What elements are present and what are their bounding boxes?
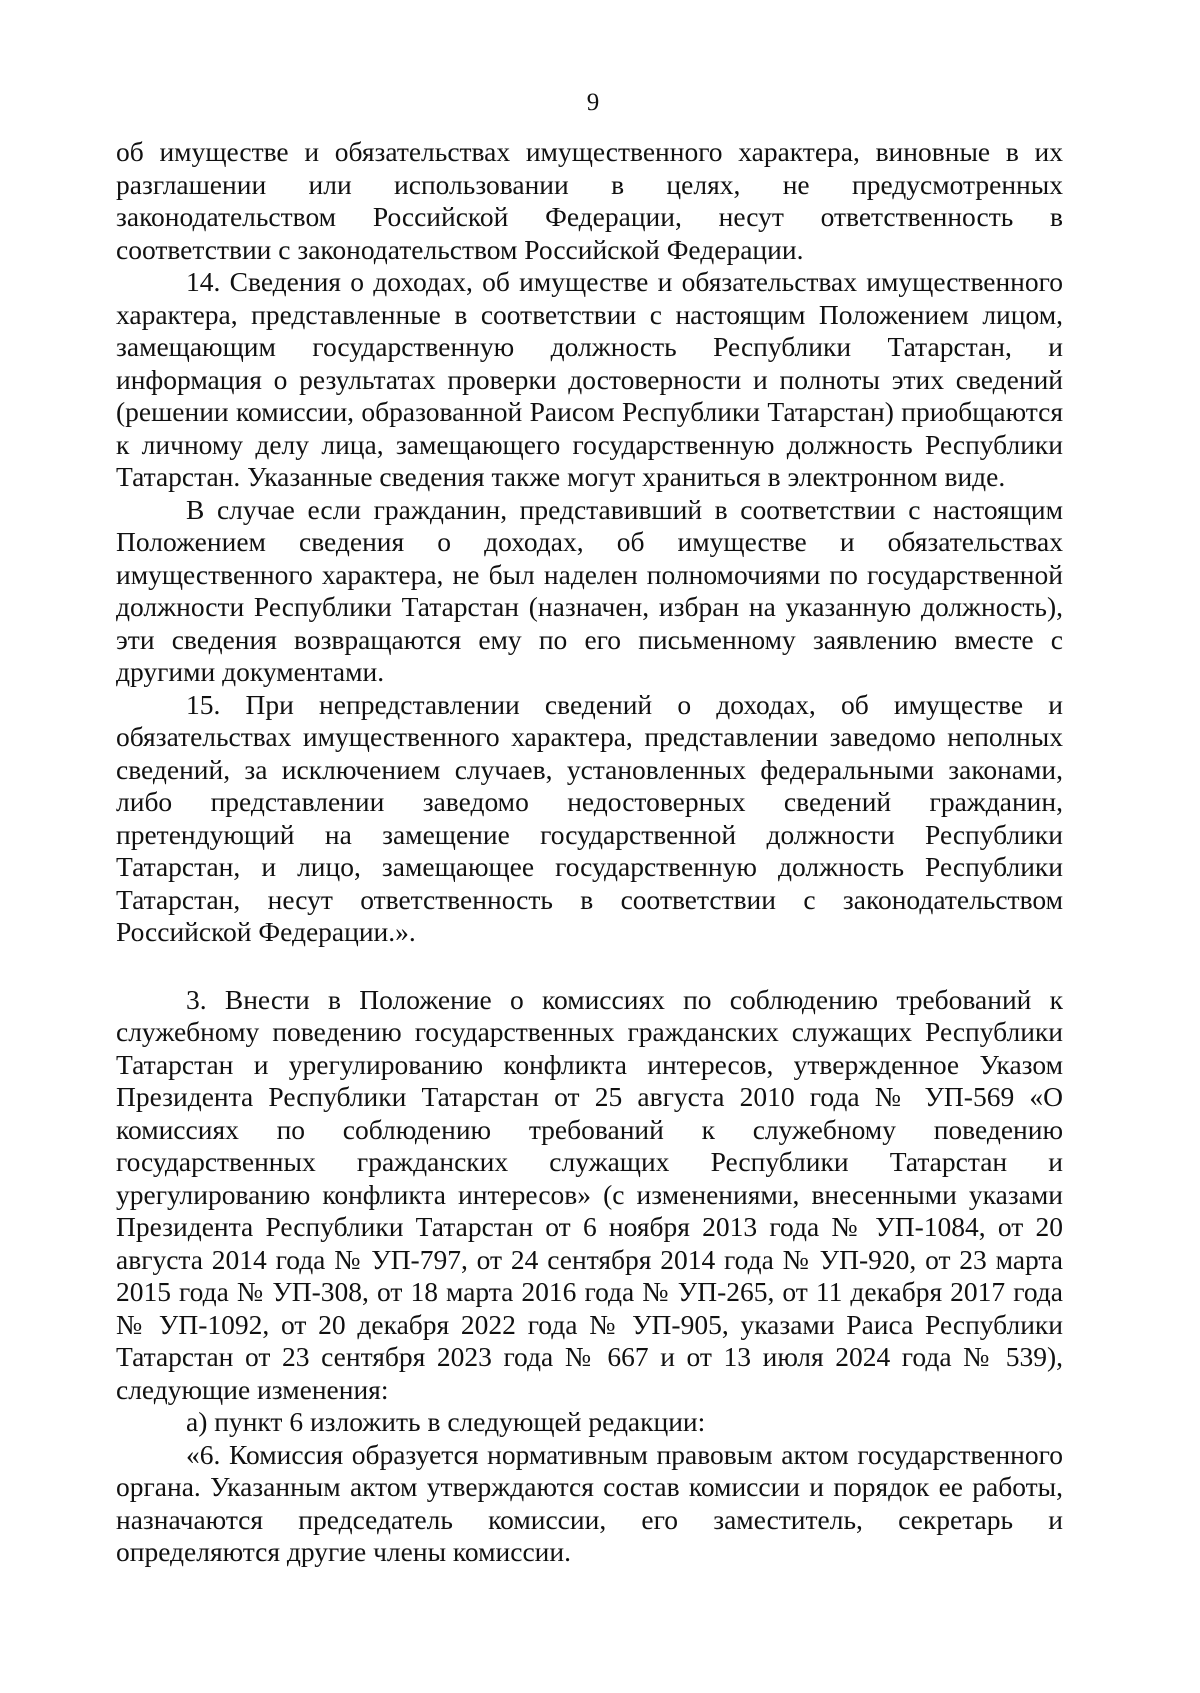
page-number: 9 (586, 89, 600, 116)
paragraph-item-6: «6. Комиссия образуется нормативным правовым актом государственного органа. Указанным актом утверждаются состав комиссии и порядок ее работы, назначаются председатель комиссии, его заместитель, секретарь и определяются другие члены комиссии. (116, 1438, 1063, 1567)
paragraph-return-of-information: В случае если гражданин, представивший в соответствии с настоящим Положением сведения о доходах, об имуществе и обязательствах имущественного характера, не был наделен полномочиями по государственной должности Республики Татарстан (назначен, избран на указанную должность), эти сведения возвращаются ему по его письменному заявлению вместе с другими документами. (116, 493, 1063, 687)
document-body (116, 136, 1063, 1569)
paragraph-item-14: 14. Сведения о доходах, об имуществе и обязательствах имущественного характера, представленные в соответствии с настоящим Положением лицом, замещающим государственную должность Республики Татарстан, и информация о результатах проверки достоверности и полноты этих сведений (решении комиссии, образованной Раисом Республики Татарстан) приобщаются к личному делу лица, замещающего государственную должность Республики Татарстан. Указанные сведения также могут храниться в электронном виде. (116, 266, 1063, 492)
paragraph-item-15: 15. При непредставлении сведений о доходах, об имуществе и обязательствах имущественного характера, представлении заведомо неполных сведений, за исключением случаев, установленных федеральными законами, либо представлении заведомо недостоверных сведений гражданин, претендующий на замещение государственной должности Республики Татарстан, и лицо, замещающее государственную должность Республики Татарстан, несут ответственность в соответствии с законодательством Российской Федерации.». (116, 688, 1063, 947)
paragraph-section-3: 3. Внести в Положение о комиссиях по соблюдению требований к служебному поведению государственных гражданских служащих Республики Татарстан и урегулированию конфликта интересов, утвержденное Указом Президента Республики Татарстан от 25 августа 2010 года № УП-569 «О комиссиях по соблюдению требований к служебному поведению государственных гражданских служащих Республики Татарстан и урегулированию конфликта интересов» (с изменениями, внесенными указами Президента Республики Татарстан от 6 ноября 2013 года № УП-1084, от 20 августа 2014 года № УП-797, от 24 сентября 2014 года № УП-920, от 23 марта 2015 года № УП-308, от 18 марта 2016 года № УП-265, от 11 декабря 2017 года № УП-1092, от 20 декабря 2022 года № УП-905, указами Раиса Республики Татарстан от 23 сентября 2023 года № 667 и от 13 июля 2024 года № 539), следующие изменения: (116, 983, 1063, 1405)
paragraph-continuation: об имуществе и обязательствах имущественного характера, виновные в их разглашении или использовании в целях, не предусмотренных законодательством Российской Федерации, несут ответственность в соответствии с законодательством Российской Федерации. (116, 136, 1063, 265)
paragraph-subitem-a: а) пункт 6 изложить в следующей редакции: (186, 1406, 706, 1437)
